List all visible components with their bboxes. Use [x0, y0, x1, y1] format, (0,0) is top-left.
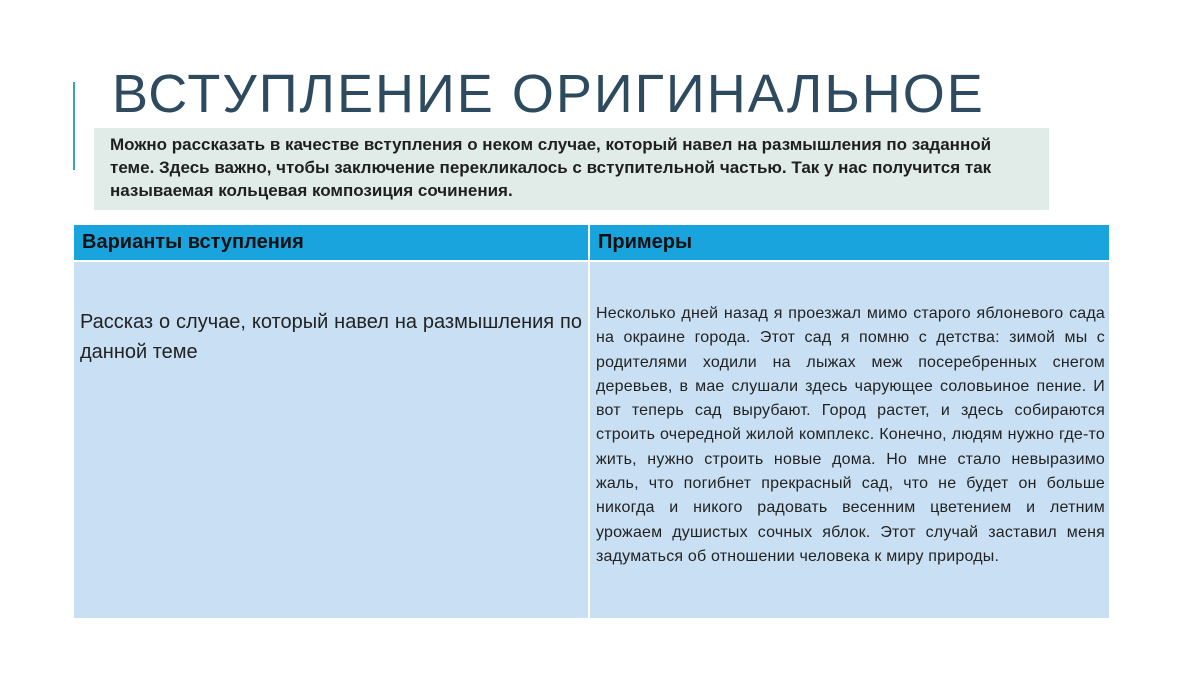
intro-text-box: Можно рассказать в качестве вступления о неком случае, который навел на размышления по заданной теме. Здесь важно, чтобы заключение перекликалось с вступительной частью. Так у нас получится так называемая кольцевая композиция сочинения. — [94, 128, 1049, 210]
table-header-variants: Варианты вступления — [74, 225, 590, 260]
table-cell-variant: Рассказ о случае, который навел на размышления по данной теме — [74, 260, 590, 618]
title-accent-line — [73, 82, 75, 170]
table-cell-example: Несколько дней назад я проезжал мимо старого яблоневого сада на окраине города. Этот сад я помню с детства: зимой мы с родителями ходили на лыжах меж посеребренных снегом деревьев, в мае слушали здесь чарующее соловьиное пение. И вот теперь сад вырубают. Город растет, и здесь собираются строить очередной жилой комплекс. Конечно, людям нужно где-то жить, нужно строить новые дома. Но мне стало невыразимо жаль, что погибнет прекрасный сад, что не будет он больше никогда и никого радовать весенним цветением и летним урожаем душистых сочных яблок. Этот случай заставил меня задуматься об отношении человека к миру природы. — [590, 260, 1109, 618]
variants-table — [74, 225, 1109, 618]
table-header-examples: Примеры — [590, 225, 1109, 260]
slide-title: ВСТУПЛЕНИЕ ОРИГИНАЛЬНОЕ — [112, 64, 985, 124]
